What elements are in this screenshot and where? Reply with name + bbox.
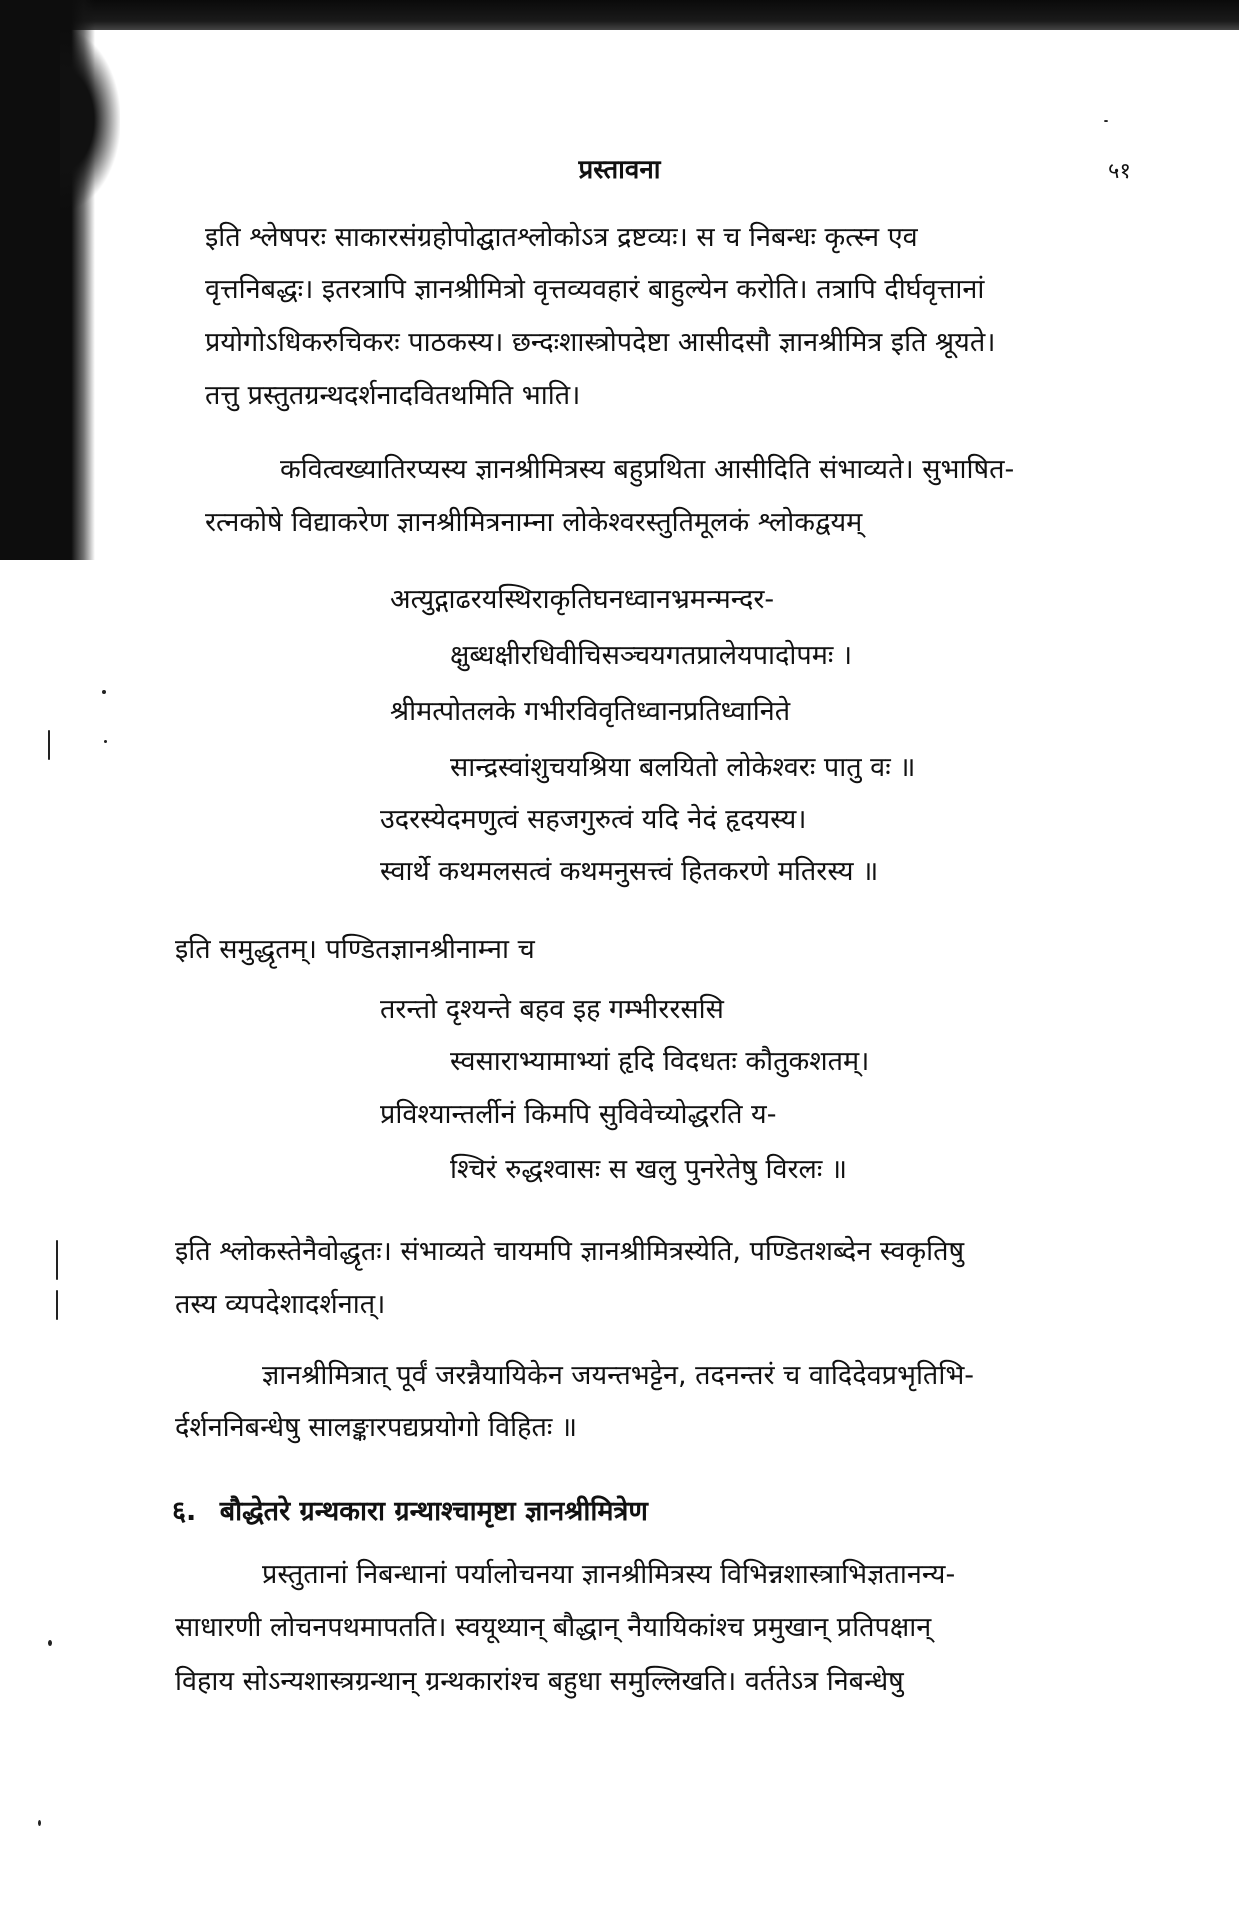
verse1-line: स्वार्थे कथमलसत्वं कथमनुसत्त्वं हितकरणे मतिरस्य ॥ bbox=[380, 856, 879, 887]
para5-line: ज्ञानश्रीमित्रात् पूर्वं जरन्नैयायिकेन जयन्तभट्टेन, तदनन्तरं च वादिदेवप्रभृतिभि- bbox=[262, 1360, 975, 1391]
section-title: बौद्धेतरे ग्रन्थकारा ग्रन्थाश्चामृष्टा ज्ञानश्रीमित्रेण bbox=[219, 1496, 648, 1527]
section-number: ६. bbox=[172, 1496, 197, 1527]
scan-speck bbox=[48, 1640, 52, 1646]
verse2-line: प्रविश्यान्तर्लीनं किमपि सुविवेच्योद्धरति य- bbox=[380, 1099, 777, 1130]
running-head: प्रस्तावना bbox=[578, 155, 661, 185]
para6-line: साधारणी लोचनपथमापतति। स्वयूथ्यान् बौद्धान् नैयायिकांश्च प्रमुखान् प्रतिपक्षान् bbox=[175, 1612, 932, 1643]
verse1-line: अत्युद्गाढरयस्थिराकृतिघनध्वानभ्रमन्मन्दर- bbox=[390, 584, 775, 615]
scan-speck bbox=[38, 1820, 41, 1826]
verse1-line: श्रीमत्पोतलके गभीरविवृतिध्वानप्रतिध्वानिते bbox=[390, 696, 791, 727]
para4-line: तस्य व्यपदेशादर्शनात्। bbox=[175, 1289, 386, 1320]
verse1-line: सान्द्रस्वांशुचयश्रिया बलयितो लोकेश्वरः पातु वः ॥ bbox=[450, 752, 916, 783]
para4-line: इति श्लोकस्तेनैवोद्धृतः। संभाव्यते चायमपि ज्ञानश्रीमित्रस्येति, पण्डितशब्देन स्वकृतिषु bbox=[175, 1236, 965, 1267]
verse2-line: तरन्तो दृश्यन्ते बहव इह गम्भीररससि bbox=[380, 994, 724, 1025]
scan-speck bbox=[1104, 120, 1108, 122]
scan-speck bbox=[56, 1290, 58, 1320]
para1-line: इति श्लेषपरः साकारसंग्रहोपोद्घातश्लोकोऽत्र द्रष्टव्यः। स च निबन्धः कृत्स्न एव bbox=[205, 222, 918, 253]
verse1-line: क्षुब्धक्षीरधिवीचिसञ्चयगतप्रालेयपादोपमः । bbox=[450, 640, 853, 671]
scan-speck bbox=[102, 690, 106, 694]
para1-line: वृत्तनिबद्धः। इतरत्रापि ज्ञानश्रीमित्रो वृत्तव्यवहारं बाहुल्येन करोति। तत्रापि दीर्घवृत्तानां bbox=[205, 274, 985, 305]
verse2-line: स्वसाराभ्यामाभ्यां हृदि विदधतः कौतुकशतम्। bbox=[450, 1046, 870, 1077]
para2-line: कवित्वख्यातिरप्यस्य ज्ञानश्रीमित्रस्य बहुप्रथिता आसीदिति संभाव्यते। सुभाषित- bbox=[280, 454, 1015, 485]
scan-speck bbox=[48, 730, 50, 760]
para1-line: तत्तु प्रस्तुतग्रन्थदर्शनादवितथमिति भाति। bbox=[205, 380, 581, 411]
para6-line: प्रस्तुतानां निबन्धानां पर्यालोचनया ज्ञानश्रीमित्रस्य विभिन्नशास्त्राभिज्ञतानन्य- bbox=[262, 1559, 956, 1590]
scan-speck bbox=[56, 1240, 58, 1280]
scan-speck bbox=[104, 740, 107, 743]
para5-line: र्दर्शननिबन्धेषु सालङ्कारपद्यप्रयोगो विहितः ॥ bbox=[175, 1412, 578, 1443]
page-number: ५१ bbox=[1108, 159, 1131, 184]
scan-shadow-top bbox=[0, 0, 1239, 30]
para6-line: विहाय सोऽन्यशास्त्रग्रन्थान् ग्रन्थकारांश्च बहुधा समुल्लिखति। वर्ततेऽत्र निबन्धेषु bbox=[175, 1666, 904, 1697]
para2-line: रत्नकोषे विद्याकरेण ज्ञानश्रीमित्रनाम्ना लोकेश्वरस्तुतिमूलकं श्लोकद्वयम् bbox=[205, 507, 863, 538]
para3-line: इति समुद्धृतम्। पण्डितज्ञानश्रीनाम्ना च bbox=[175, 934, 535, 965]
verse2-line: श्चिरं रुद्धश्वासः स खलु पुनरेतेषु विरलः ॥ bbox=[450, 1154, 848, 1185]
para1-line: प्रयोगोऽधिकरुचिकरः पाठकस्य। छन्दःशास्त्रोपदेष्टा आसीदसौ ज्ञानश्रीमित्र इति श्रूयते। bbox=[205, 327, 996, 358]
section-heading bbox=[172, 1492, 648, 1532]
verse1-line: उदरस्येदमणुत्वं सहजगुरुत्वं यदि नेदं हृदयस्य। bbox=[380, 804, 807, 835]
